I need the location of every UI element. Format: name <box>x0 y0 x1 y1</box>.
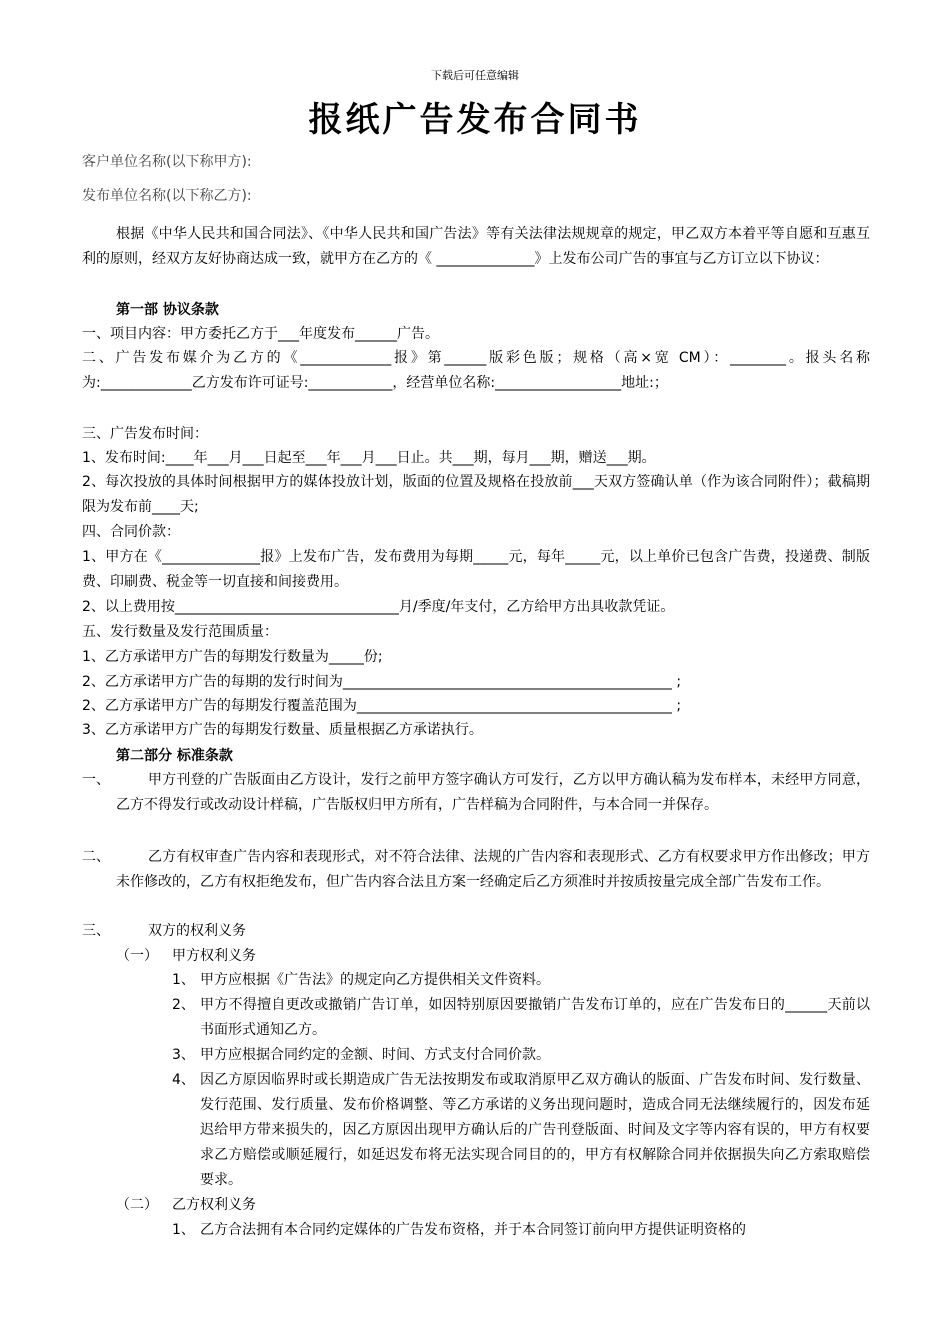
party-b-line: 发布单位名称(以下称乙方): <box>82 188 252 204</box>
item-a1-text: 甲方应根据《广告法》的规定向乙方提供相关文件资料。 <box>200 972 550 988</box>
item-b1-number: 1、 <box>172 1222 195 1238</box>
clause-5-heading: 五、发行数量及发行范围质量： <box>82 624 278 640</box>
clause-3-item-1: 1、发布时间:____年___月___日起至___年___月___日止。共___期，每月___期，赠送___期。 <box>82 450 656 466</box>
subsection-2-text: 乙方权利义务 <box>172 1197 256 1213</box>
clause-5-item-3: 2、乙方承诺甲方广告的每期发行覆盖范围为_____________________________________________ ; <box>82 698 682 714</box>
subsection-1-number: （一） <box>116 948 158 964</box>
clause-5-item-2: 2、乙方承诺甲方广告的每期的发行时间为_______________________________________________ ; <box>82 674 682 690</box>
item-a3-number: 3、 <box>172 1047 195 1063</box>
intro-paragraph: 根据《中华人民共和国合同法》、《中华人民共和国广告法》等有关法律法规规章的规定，甲乙双方本着平等自愿和互惠互利的原则，经双方友好协商达成一致，就甲方在乙方的《 ______________》上发布公司广告的事宜与乙方订立以下协议： <box>82 226 870 267</box>
item-b1-text: 乙方合法拥有本合同约定媒体的广告发布资格，并于本合同签订前向甲方提供证明资格的 <box>200 1222 746 1238</box>
item-a1-number: 1、 <box>172 972 195 988</box>
item-a2-text: 甲方不得擅自更改或撤销广告订单，如因特别原因要撤销广告发布订单的，应在广告发布日的______天前以书面形式通知乙方。 <box>200 997 870 1038</box>
item-a4-number: 4、 <box>172 1072 195 1088</box>
clause-4-heading: 四、合同价款： <box>82 524 180 540</box>
clause-4-item-2: 2、以上费用按________________________________月/季度/年支付，乙方给甲方出具收款凭证。 <box>82 599 675 615</box>
item-a2-number: 2、 <box>172 997 195 1013</box>
section-3-text: 双方的权利义务 <box>148 923 246 939</box>
clause-2: 二、广告发布媒介为乙方的《_____________报》第______版彩色版；规格（高×宽 CM）：________。报头名称为:_____________乙方发布许可证号:____________，经营单位名称:__________________地址:； <box>82 350 870 391</box>
section-2-number: 二、 <box>82 849 110 865</box>
item-a4-text: 因乙方原因临界时或长期造成广告无法按期发布或取消原甲乙双方确认的版面、广告发布时间、发行数量、发行范围、发行质量、发布价格调整、等乙方承诺的义务出现问题时，造成合同无法继续履行的，因发布延迟给甲方带来损失的，因乙方原因出现甲方确认后的广告刊登版面、时间及文字等内容有误的，甲方有权要求乙方赔偿或顺延履行，如延迟发布将无法实现合同目的的，甲方有权解除合同并依据损失向乙方索取赔偿要求。 <box>200 1072 870 1188</box>
item-a3-text: 甲方应根据合同约定的金额、时间、方式支付合同价款。 <box>200 1047 550 1063</box>
header-note: 下载后可任意编辑 <box>431 69 519 82</box>
subsection-1-text: 甲方权利义务 <box>172 948 256 964</box>
clause-3-heading: 三、广告发布时间： <box>82 426 208 442</box>
clause-1: 一、项目内容：甲方委托乙方于___年度发布______广告。 <box>82 326 439 342</box>
subsection-2-number: （二） <box>116 1197 158 1213</box>
clause-3-item-2: 2、每次投放的具体时间根据甲方的媒体投放计划，版面的位置及规格在投放前___天双方签确认单（作为该合同附件）；截稿期限为发布前____天; <box>82 474 870 515</box>
clause-4-item-1: 1、甲方在《______________报》上发布广告，发布费用为每期_____元，每年_____元，以上单价已包含广告费，投递费、制版费、印刷费、税金等一切直接和间接费用。 <box>82 549 870 590</box>
section-3-number: 三、 <box>82 923 110 939</box>
part1-heading: 第一部 协议条款 <box>116 302 219 318</box>
page-title: 报纸广告发布合同书 <box>308 100 642 140</box>
section-1-number: 一、 <box>82 772 110 788</box>
clause-5-item-1: 1、乙方承诺甲方广告的每期发行数量为_____份; <box>82 649 383 665</box>
section-2-text: 乙方有权审查广告内容和表现形式，对不符合法律、法规的广告内容和表现形式、乙方有权要求甲方作出修改；甲方未作修改的，乙方有权拒绝发布，但广告内容合法且方案一经确定后乙方须准时并按质按量完成全部广告发布工作。 <box>116 849 870 890</box>
part2-heading: 第二部分 标准条款 <box>116 748 233 764</box>
party-a-line: 客户单位名称(以下称甲方): <box>82 154 252 170</box>
section-1-text: 甲方刊登的广告版面由乙方设计，发行之前甲方签字确认方可发行，乙方以甲方确认稿为发布样本，未经甲方同意，乙方不得发行或改动设计样稿，广告版权归甲方所有，广告样稿为合同附件，与本合同一并保存。 <box>116 772 870 813</box>
clause-5-item-4: 3、乙方承诺甲方广告的每期发行数量、质量根据乙方承诺执行。 <box>82 722 483 738</box>
